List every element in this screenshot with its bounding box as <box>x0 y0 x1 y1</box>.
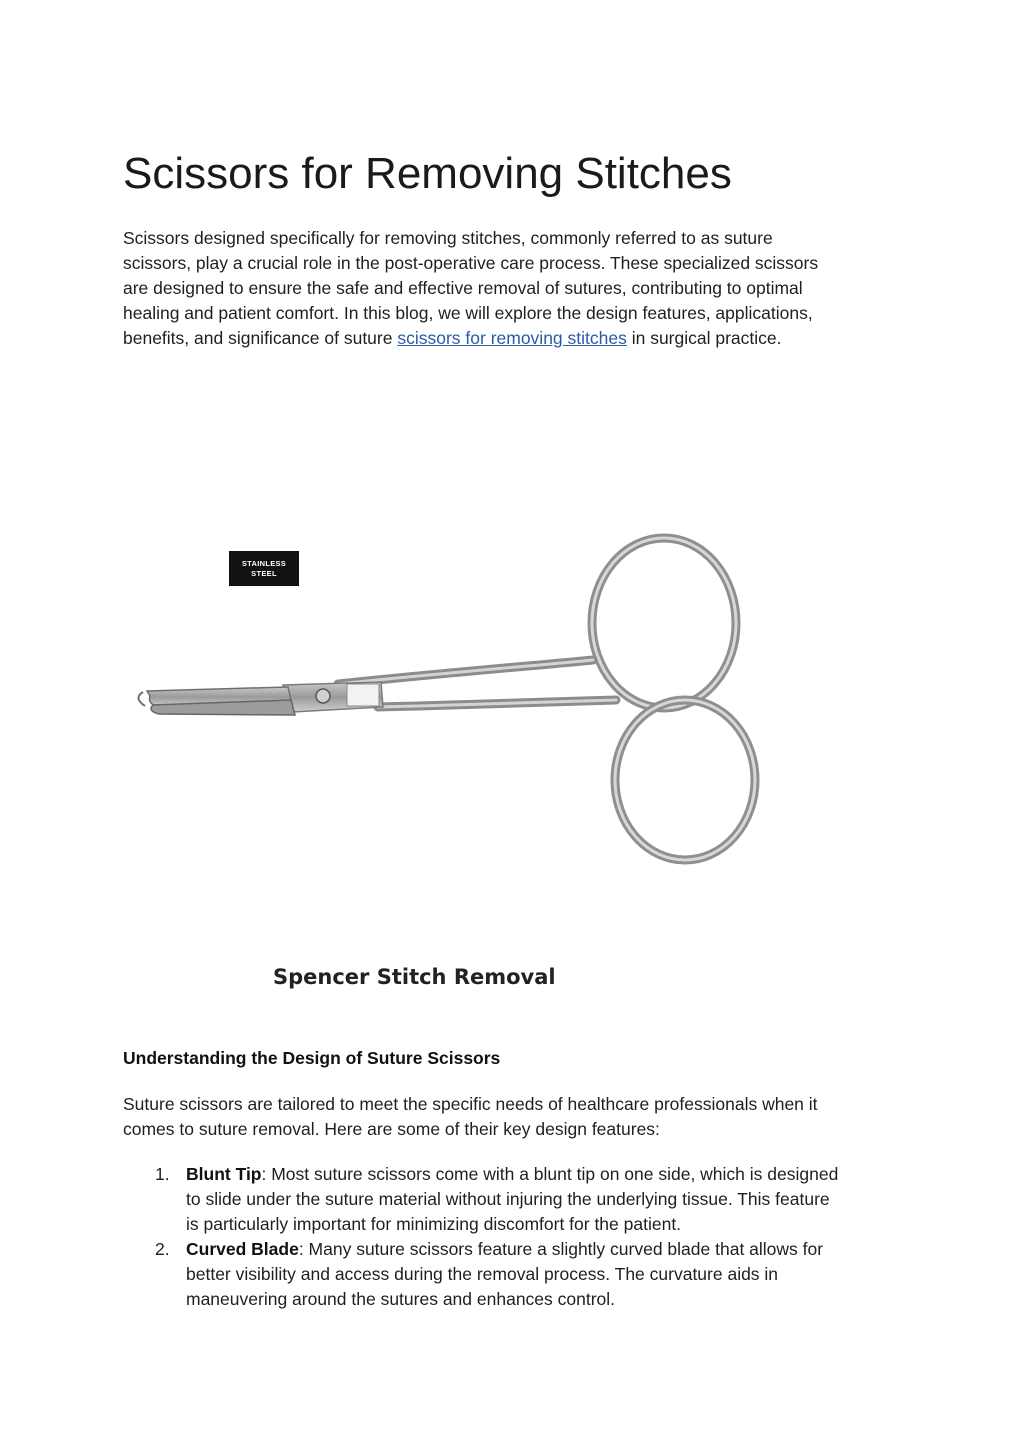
list-item-body <box>186 1237 923 1312</box>
badge-line: STAINLESS <box>241 558 287 568</box>
list-line: better visibility and access during the removal process. The curvature aids in <box>186 1264 779 1284</box>
intro-line: scissors, play a crucial role in the post-operative care process. These specialized scissors <box>123 253 819 273</box>
list-line <box>186 1237 923 1262</box>
intro-line <box>123 326 903 351</box>
screw-shape <box>316 689 330 703</box>
feature-text: : Many suture scissors feature a slightly curved blade that allows for <box>298 1239 824 1259</box>
page-title: Scissors for Removing Stitches <box>123 149 732 198</box>
intro-paragraph <box>123 226 903 351</box>
feature-term: Curved Blade <box>186 1239 299 1259</box>
intro-line: healing and patient comfort. In this blog, we will explore the design features, applications, <box>123 303 813 323</box>
list-line <box>186 1162 923 1187</box>
list-number: 1. <box>155 1164 170 1184</box>
list-item <box>123 1237 923 1312</box>
feature-text: : Most suture scissors come with a blunt tip on one side, which is designed <box>261 1164 839 1184</box>
list-item <box>123 1162 923 1237</box>
intro-text: benefits, and significance of suture <box>123 328 398 348</box>
section-line: Suture scissors are tailored to meet the specific needs of healthcare professionals when it <box>123 1094 818 1114</box>
list-number: 2. <box>155 1239 170 1259</box>
image-caption: Spencer Stitch Removal <box>273 965 556 989</box>
scissors-link[interactable]: scissors for removing stitches <box>397 328 627 348</box>
list-line: is particularly important for minimizing discomfort for the patient. <box>186 1214 682 1234</box>
section-line: comes to suture removal. Here are some of their key design features: <box>123 1119 660 1139</box>
list-line: maneuvering around the sutures and enhances control. <box>186 1289 616 1309</box>
joint-plate-shape <box>347 684 379 706</box>
feature-list <box>123 1162 923 1312</box>
badge-line: STEEL <box>251 568 277 578</box>
blunt-tip-shape <box>138 692 145 706</box>
intro-line: Scissors designed specifically for removing stitches, commonly referred to as suture <box>123 228 773 248</box>
feature-term: Blunt Tip <box>186 1164 262 1184</box>
intro-text: in surgical practice. <box>626 328 782 348</box>
list-line: to slide under the suture material without injuring the underlying tissue. This feature <box>186 1189 830 1209</box>
stainless-steel-badge <box>229 551 299 586</box>
upper-ring-highlight <box>592 538 736 708</box>
product-image <box>123 380 783 1010</box>
intro-line: are designed to ensure the safe and effective removal of sutures, contributing to optimal <box>123 278 803 298</box>
lower-ring-highlight <box>615 700 755 860</box>
upper-shank-highlight <box>338 660 593 684</box>
list-item-body <box>186 1162 923 1237</box>
scissors-illustration <box>123 380 783 1010</box>
section-paragraph <box>123 1092 903 1142</box>
section-heading: Understanding the Design of Suture Scissors <box>123 1048 501 1068</box>
